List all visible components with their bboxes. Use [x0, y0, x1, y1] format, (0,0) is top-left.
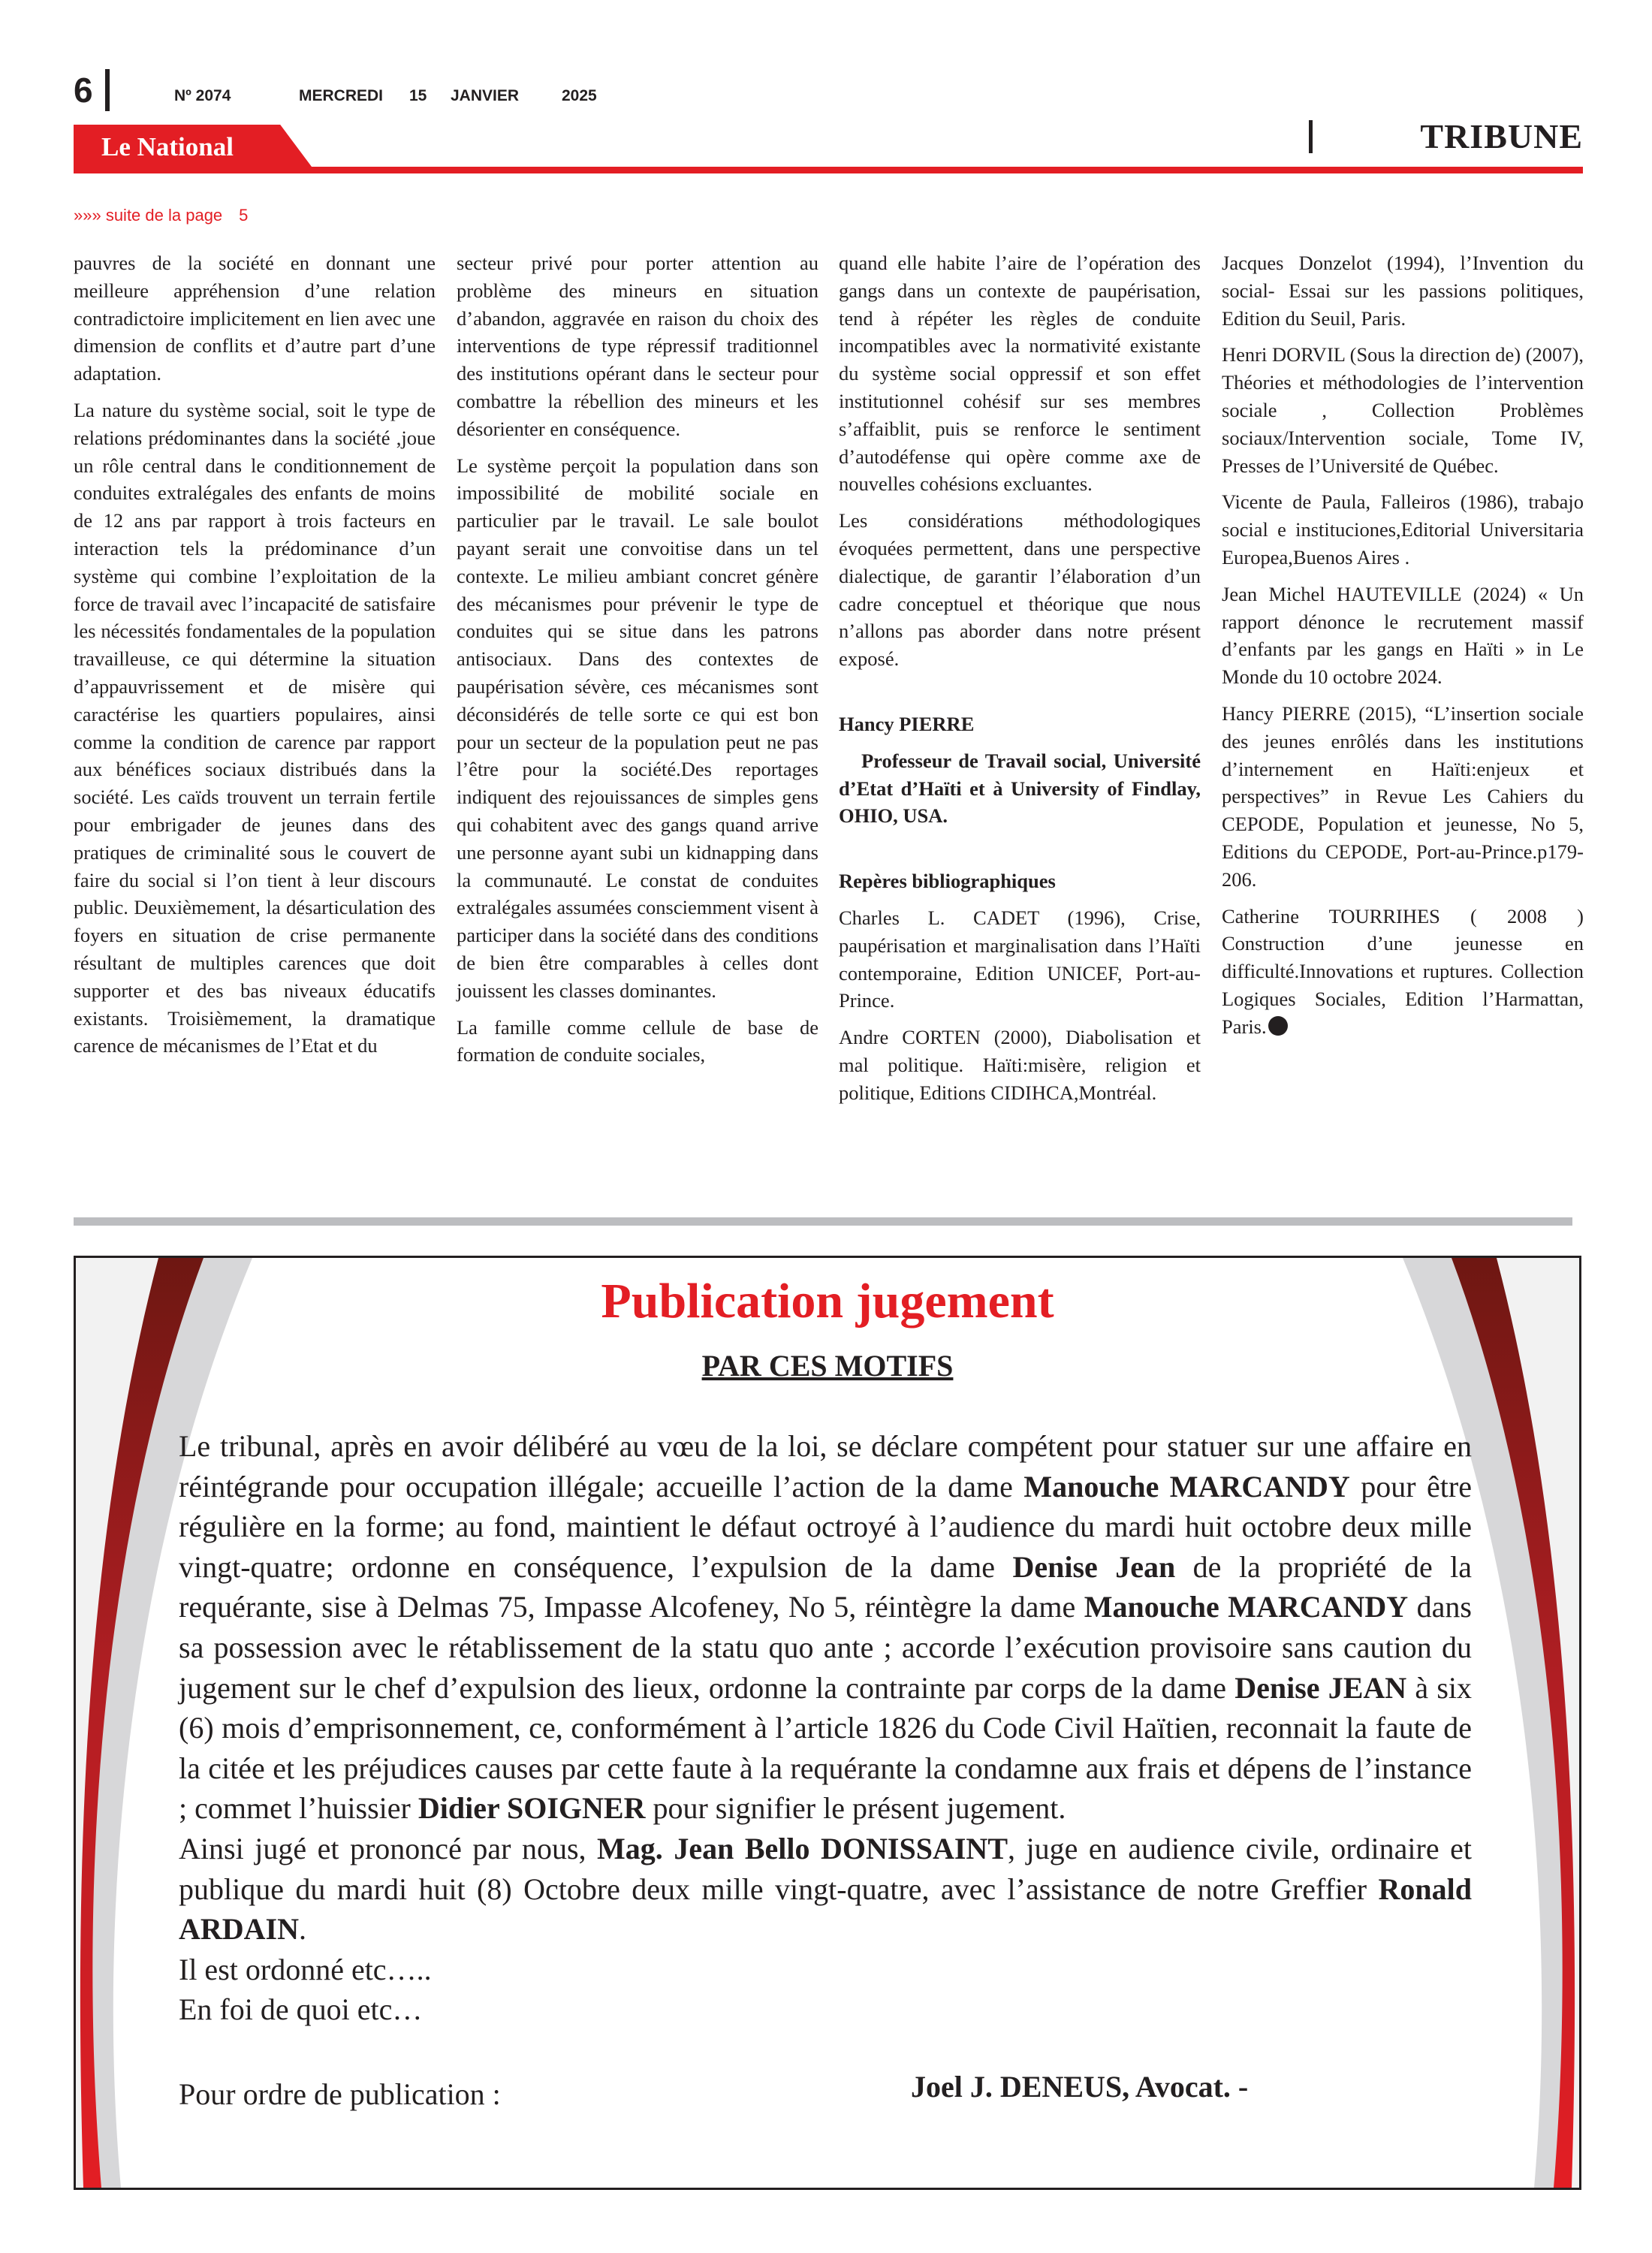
judgment-paragraph [179, 1426, 1472, 1829]
judgment-line: En foi de quoi etc… [179, 1992, 423, 2027]
notice-body [179, 1426, 1472, 2030]
reference [1222, 903, 1584, 1041]
text-run: Le tribunal, après en avoir délibéré au vœu de la loi, se déclare compétent pour statuer sur une affaire en réintégrande pour occupation illégale; accueille l’action de la dame [179, 1429, 1472, 1504]
biblio-heading: Repères bibliographiques [839, 870, 1056, 893]
text-run: . [299, 1912, 306, 1947]
paragraph: La nature du système social, soit le type de relations prédominantes dans la société ,joue un rôle central dans le conditionnement de conduites extralégales des enfants de moins de 12 ans par rapport à trois facteurs en interaction tels la prédominance d’un système qui combine l’exploitation de la force de travail avec l’incapacité de satisfaire les nécessités fondamentales de la population travailleuse, ce qui détermine la situation d’appauvrissement et de misère qui caractérise les quartiers populaires, ainsi comme la condition de carence par rapport aux bénéfices sociaux distribués dans la société. Les caïds trouvent un terrain fertile pour embrigader de jeunes dans des pratiques de criminalité sous le couvert de faire du social si l’on tient à leur discours public. Deuxièmement, la désarticulation des foyers en situation de crise permanente résultant de multiples carences que doit supporter et des bas niveaux éducatifs existants. Troisièmement, la dramatique carence de mécanismes de l’Etat et du [74, 398, 436, 1057]
order-label: Pour ordre de publication : [179, 2077, 501, 2111]
reference-text: Catherine TOURRIHES ( 2008 ) Construction d’une jeunesse en difficulté.Innovations et ruptures. Collection Logiques Sociales, Edition l’Harmattan, Paris. [1222, 904, 1584, 1038]
text-run: pour signifier le présent jugement. [645, 1791, 1066, 1826]
notice-title: Publication jugement [601, 1274, 1054, 1329]
text-run: pour être régulière en la forme; au fond, maintient le défaut octroyé à l’audience du mardi huit octobre deux mille vingt-quatre; ordonne en conséquence, l’expulsion de la dame [179, 1469, 1472, 1584]
legal-notice [74, 1256, 1581, 2190]
article-column-4 [1222, 249, 1584, 1050]
brand-logo: Le National [101, 132, 234, 161]
author-name: Hancy PIERRE [839, 712, 975, 735]
party-name: Denise JEAN [1234, 1670, 1407, 1705]
reference: Jacques Donzelot (1994), l’Invention du social- Essai sur les passions politiques, Edition du Seuil, Paris. [1222, 252, 1584, 330]
continued-label: »»» suite de la page [74, 206, 223, 225]
paragraph: Le système perçoit la population dans son impossibilité de mobilité sociale en particulier par le travail. Le sale boulot payant serait une convoitise dans un tel contexte. Le milieu ambiant concret génère des mécanismes pour prévenir le type de conduites qui se situe dans les patrons antisociaux. Dans des contextes de paupérisation sévère, ces mécanismes sont déconsidérés de telle sorte ce qui est bon pour un secteur de la population peut ne pas l’être pour la société.Des reportages indiquent des rejouissances de simples gens qui cohabitent avec des gangs quand arrive une personne ayant subi un kidnapping dans la communauté. Le constat de conduites extralégales assumées consciemment visent à participer dans la société dans des conditions de bien être comparables à celles dont jouissent les classes dominantes. [457, 454, 818, 1002]
judge-name: Mag. Jean Bello DONISSAINT [597, 1831, 1008, 1865]
signature: Joel J. DENEUS, Avocat. - [911, 2070, 1249, 2104]
reference: Charles L. CADET (1996), Crise, paupérisation et marginalisation dans l’Haïti contemporaine, Edition UNICEF, Port-au-Prince. [839, 906, 1201, 1012]
paragraph: quand elle habite l’aire de l’opération des gangs dans un contexte de paupérisation, tend à répéter les règles de conduite incompatibles avec la normativité existante du système social oppressif et son effet institutionnel cohésif sur ses membres s’affaiblit, puis se renforce le sentiment d’autodéfense qui opère comme axe de nouvelles cohésions excluantes. [839, 252, 1201, 496]
date-year: 2025 [562, 87, 597, 104]
section-separator [74, 1217, 1572, 1226]
header-rule [74, 167, 1583, 173]
bailiff-name: Didier SOIGNER [418, 1791, 646, 1826]
reference: Andre CORTEN (2000), Diabolisation et mal politique. Haïti:misère, religion et politique, Editions CIDIHCA,Montréal. [839, 1026, 1201, 1104]
reference: Henri DORVIL (Sous la direction de) (2007), Théories et méthodologies de l’intervention sociale , Collection Problèmes sociaux/Intervention sociale, Tome IV, Presses de l’Université de Québec. [1222, 343, 1584, 477]
party-name: Manouche MARCANDY [1023, 1469, 1350, 1504]
notice-subtitle: PAR CES MOTIFS [701, 1349, 954, 1383]
continued-page: 5 [239, 206, 249, 225]
text-run: , juge en audience civile, ordinaire et publique du mardi huit (8) Octobre deux mille vingt-quatre, avec l’assistance de notre Greffier [179, 1831, 1473, 1906]
article-column-1 [74, 249, 436, 1069]
party-name: Manouche MARCANDY [1084, 1590, 1409, 1624]
reference: Vicente de Paula, Falleiros (1986), trabajo social e instituciones,Editorial Universitaria Europea,Buenos Aires . [1222, 490, 1584, 569]
text-run: à six (6) mois d’emprisonnement, ce, conformément à l’article 1826 du Code Civil Haïtien, reconnait la faute de la citée et les préjudices causes par cette faute à la requérante la condamne aux frais et dépens de l’instance ; commet l’huissier [179, 1670, 1472, 1826]
judgment-line: Il est ordonné etc….. [179, 1952, 432, 1986]
section-title: TRIBUNE [1420, 117, 1583, 155]
date-month: JANVIER [451, 87, 520, 104]
date-day: 15 [409, 87, 427, 104]
paragraph: La famille comme cellule de base de formation de conduite sociales, [457, 1015, 818, 1066]
reference: Jean Michel HAUTEVILLE (2024) « Un rapport dénonce le recrutement massif d’enfants par les gangs en Haïti » in Le Monde du 10 octobre 2024. [1222, 582, 1584, 689]
clerk-name: Ronald ARDAIN [179, 1871, 1472, 1947]
paragraph: secteur privé pour porter attention au problème des mineurs en situation d’abandon, aggravée en raison du choix des interventions de type répressif traditionnel des institutions opérant dans le secteur pour combattre la rébellion des mineurs et les désorienter en conséquence. [457, 252, 818, 440]
judgment-paragraph [179, 1829, 1472, 1950]
paragraph: pauvres de la société en donnant une meilleure appréhension d’une relation contradictoire implicitement en lien avec une dimension de conflits et d’autre part d’une adaptation. [74, 252, 436, 385]
paragraph: Les considérations méthodologiques évoquées permettent, dans une perspective dialectique, de garantir l’élaboration d’un cadre conceptuel et théorique que nous n’allons pas aborder dans notre présent exposé. [839, 509, 1201, 671]
author-title: Professeur de Travail social, Université d’Etat d’Haïti et à University of Findlay, OHIO, USA. [839, 749, 1201, 828]
page-number: 6 [74, 71, 93, 110]
section-divider [1309, 120, 1313, 153]
header-divider [105, 69, 110, 111]
date-weekday: MERCREDI [299, 87, 384, 104]
reference: Hancy PIERRE (2015), “L’insertion sociale des jeunes enrôlés dans les institutions d’internement en Haïti:enjeux et perspectives” in Revue Les Cahiers du CEPODE, Population et jeunesse, No 5, Editions du CEPODE, Port-au-Prince.p179-206. [1222, 701, 1584, 891]
party-name: Denise Jean [1012, 1549, 1176, 1584]
text-run: Ainsi jugé et prononcé par nous, [179, 1831, 598, 1865]
text-run: dans sa possession avec le rétablissement de la statu quo ante ; accorde l’exécution provisoire sans caution du jugement sur le chef d’expulsion des lieux, ordonne la contrainte par corps de la dame [179, 1590, 1472, 1705]
text-run: de la propriété de la requérante, sise à Delmas 75, Impasse Alcofeney, No 5, réintègre la dame [179, 1549, 1472, 1624]
end-mark-icon [1268, 1016, 1288, 1036]
article-column-2 [457, 249, 818, 1078]
issue-number: Nº 2074 [174, 87, 231, 104]
article-column-3 [839, 249, 1201, 1116]
continued-from [74, 206, 248, 225]
